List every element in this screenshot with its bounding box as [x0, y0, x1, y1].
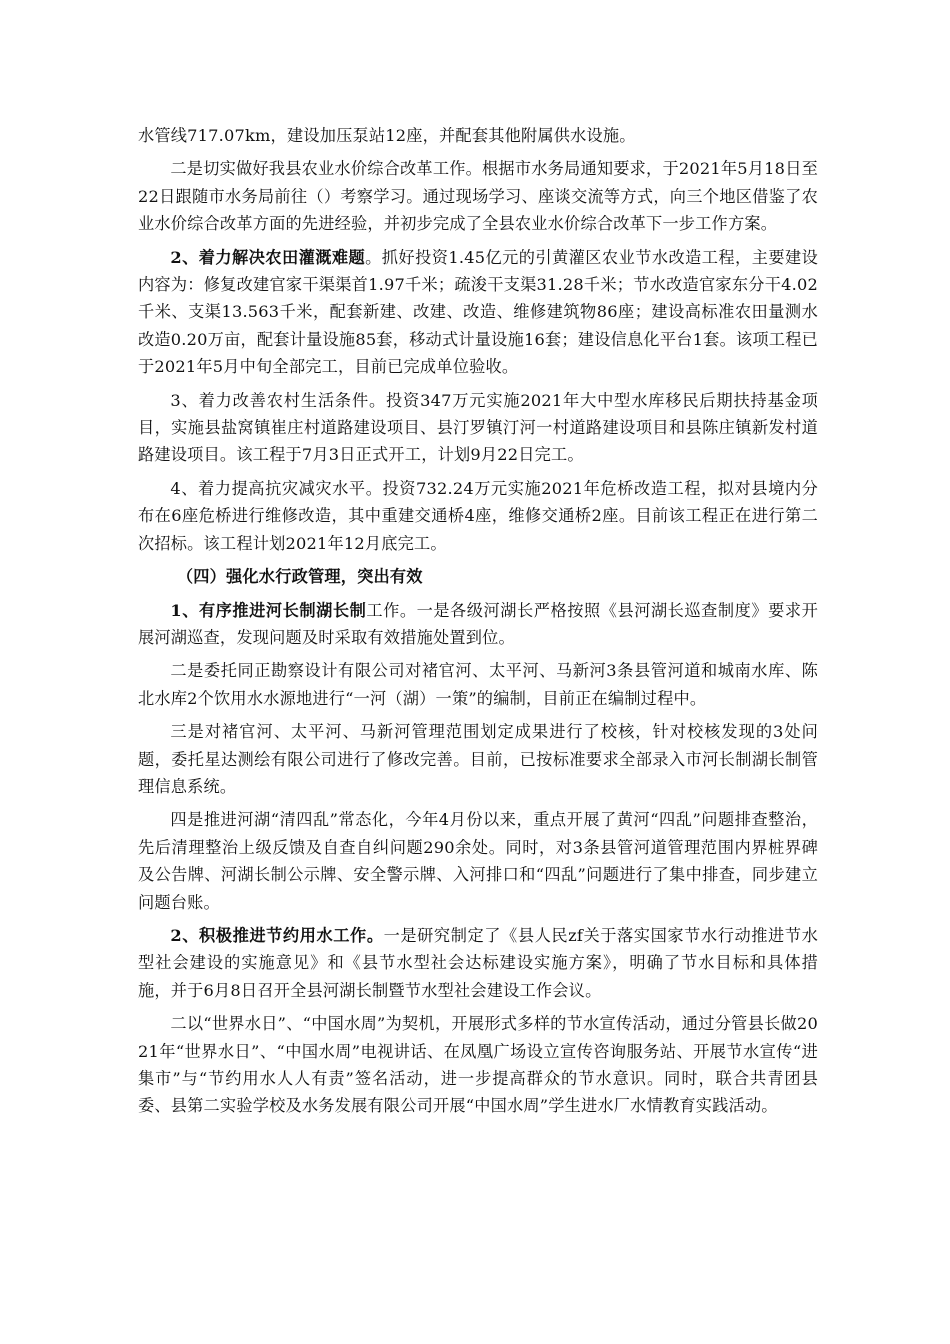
paragraph-agri-water-price-reform: 二是切实做好我县农业水价综合改革工作。根据市水务局通知要求，于2021年5月18日至22日跟随市水务局前往（）考察学习。通过现场学习、座谈交流等方式，向三个地区借鉴了农业水价综合改革方面的先进经验，并初步完成了全县农业水价综合改革下一步工作方案。 [138, 159, 818, 234]
paragraph-body-irrigation: 。抓好投资1.45亿元的引黄灌区农业节水改造工程，主要建设内容为：修复改建官家干渠渠首1.97千米；疏浚干支渠31.28千米；节水改造官家东分干4.02千米、支渠13.563千米，配套新建、改建、改造、维修建筑物86座；建设高标准农田量测水改造0.20万亩，配套计量设施85套，移动式计量设施16套；建设信息化平台1套。该项工程已于2021年5月中旬全部完工，目前已完成单位验收。 [138, 247, 818, 377]
paragraph-lead-irrigation: 2、着力解决农田灌溉难题 [170, 247, 366, 267]
paragraph-farmland-irrigation [138, 244, 818, 381]
section-heading-water-admin: （四）强化水行政管理，突出有效 [176, 567, 423, 587]
paragraph-river-chief-system [138, 597, 818, 652]
paragraph-water-saving [138, 922, 818, 1004]
paragraph-lead-water-saving: 2、积极推进节约用水工作。 [170, 925, 384, 945]
paragraph-body-river-chief: 工作。一是各级河湖长严格按照《县河湖长巡查制度》要求开展河湖巡查，发现问题及时采取有效措施处置到位。 [138, 600, 818, 647]
paragraph-water-week-campaign: 二以“世界水日”、“中国水周”为契机，开展形式多样的节水宣传活动，通过分管县长做2021年“世界水日”、“中国水周”电视讲话、在凤凰广场设立宣传咨询服务站、开展节水宣传“进集市”与“节约用水人人有责”签名活动，进一步提高群众的节水意识。同时，联合共青团县委、县第二实验学校及水务发展有限公司开展“中国水周”学生进水厂水情教育实践活动。 [138, 1014, 818, 1116]
document-page [138, 122, 818, 1126]
paragraph-rural-living: 3、着力改善农村生活条件。投资347万元实施2021年大中型水库移民后期扶持基金项目，实施县盐窝镇崔庄村道路建设项目、县汀罗镇汀河一村道路建设项目和县陈庄镇新发村道路建设项目。该工程于7月3日正式开工，计划9月22日完工。 [138, 390, 818, 465]
paragraph-disaster-resistance: 4、着力提高抗灾减灾水平。投资732.24万元实施2021年危桥改造工程，拟对县境内分布在6座危桥进行维修改造，其中重建交通桥4座，维修交通桥2座。目前该工程正在进行第二次招标。该工程计划2021年12月底完工。 [138, 478, 818, 553]
paragraph-water-pipeline: 水管线717.07km，建设加压泵站12座，并配套其他附属供水设施。 [138, 126, 636, 145]
paragraph-boundary-verification: 三是对褚官河、太平河、马新河管理范围划定成果进行了校核，针对校核发现的3处问题，委托星达测绘有限公司进行了修改完善。目前，已按标准要求全部录入市河长制湖长制管理信息系统。 [138, 722, 818, 796]
paragraph-lead-river-chief: 1、有序推进河长制湖长制 [170, 600, 367, 620]
paragraph-body-water-saving: 一是研究制定了《县人民zf关于落实国家节水行动推进节水型社会建设的实施意见》和《县节水型社会达标建设实施方案》，明确了节水目标和具体措施，并于6月8日召开全县河湖长制暨节水型社会建设工作会议。 [138, 925, 818, 1000]
paragraph-one-river-one-policy: 二是委托同正勘察设计有限公司对褚官河、太平河、马新河3条县管河道和城南水库、陈北水库2个饮用水水源地进行“一河（湖）一策”的编制，目前正在编制过程中。 [138, 661, 818, 708]
paragraph-clear-four-chaos: 四是推进河湖“清四乱”常态化，今年4月份以来，重点开展了黄河“四乱”问题排查整治，先后清理整治上级反馈及自查自纠问题290余处。同时，对3条县管河道管理范围内界桩界碑及公告牌、河湖长制公示牌、安全警示牌、入河排口和“四乱”问题进行了集中排查，同步建立问题台账。 [138, 810, 818, 912]
